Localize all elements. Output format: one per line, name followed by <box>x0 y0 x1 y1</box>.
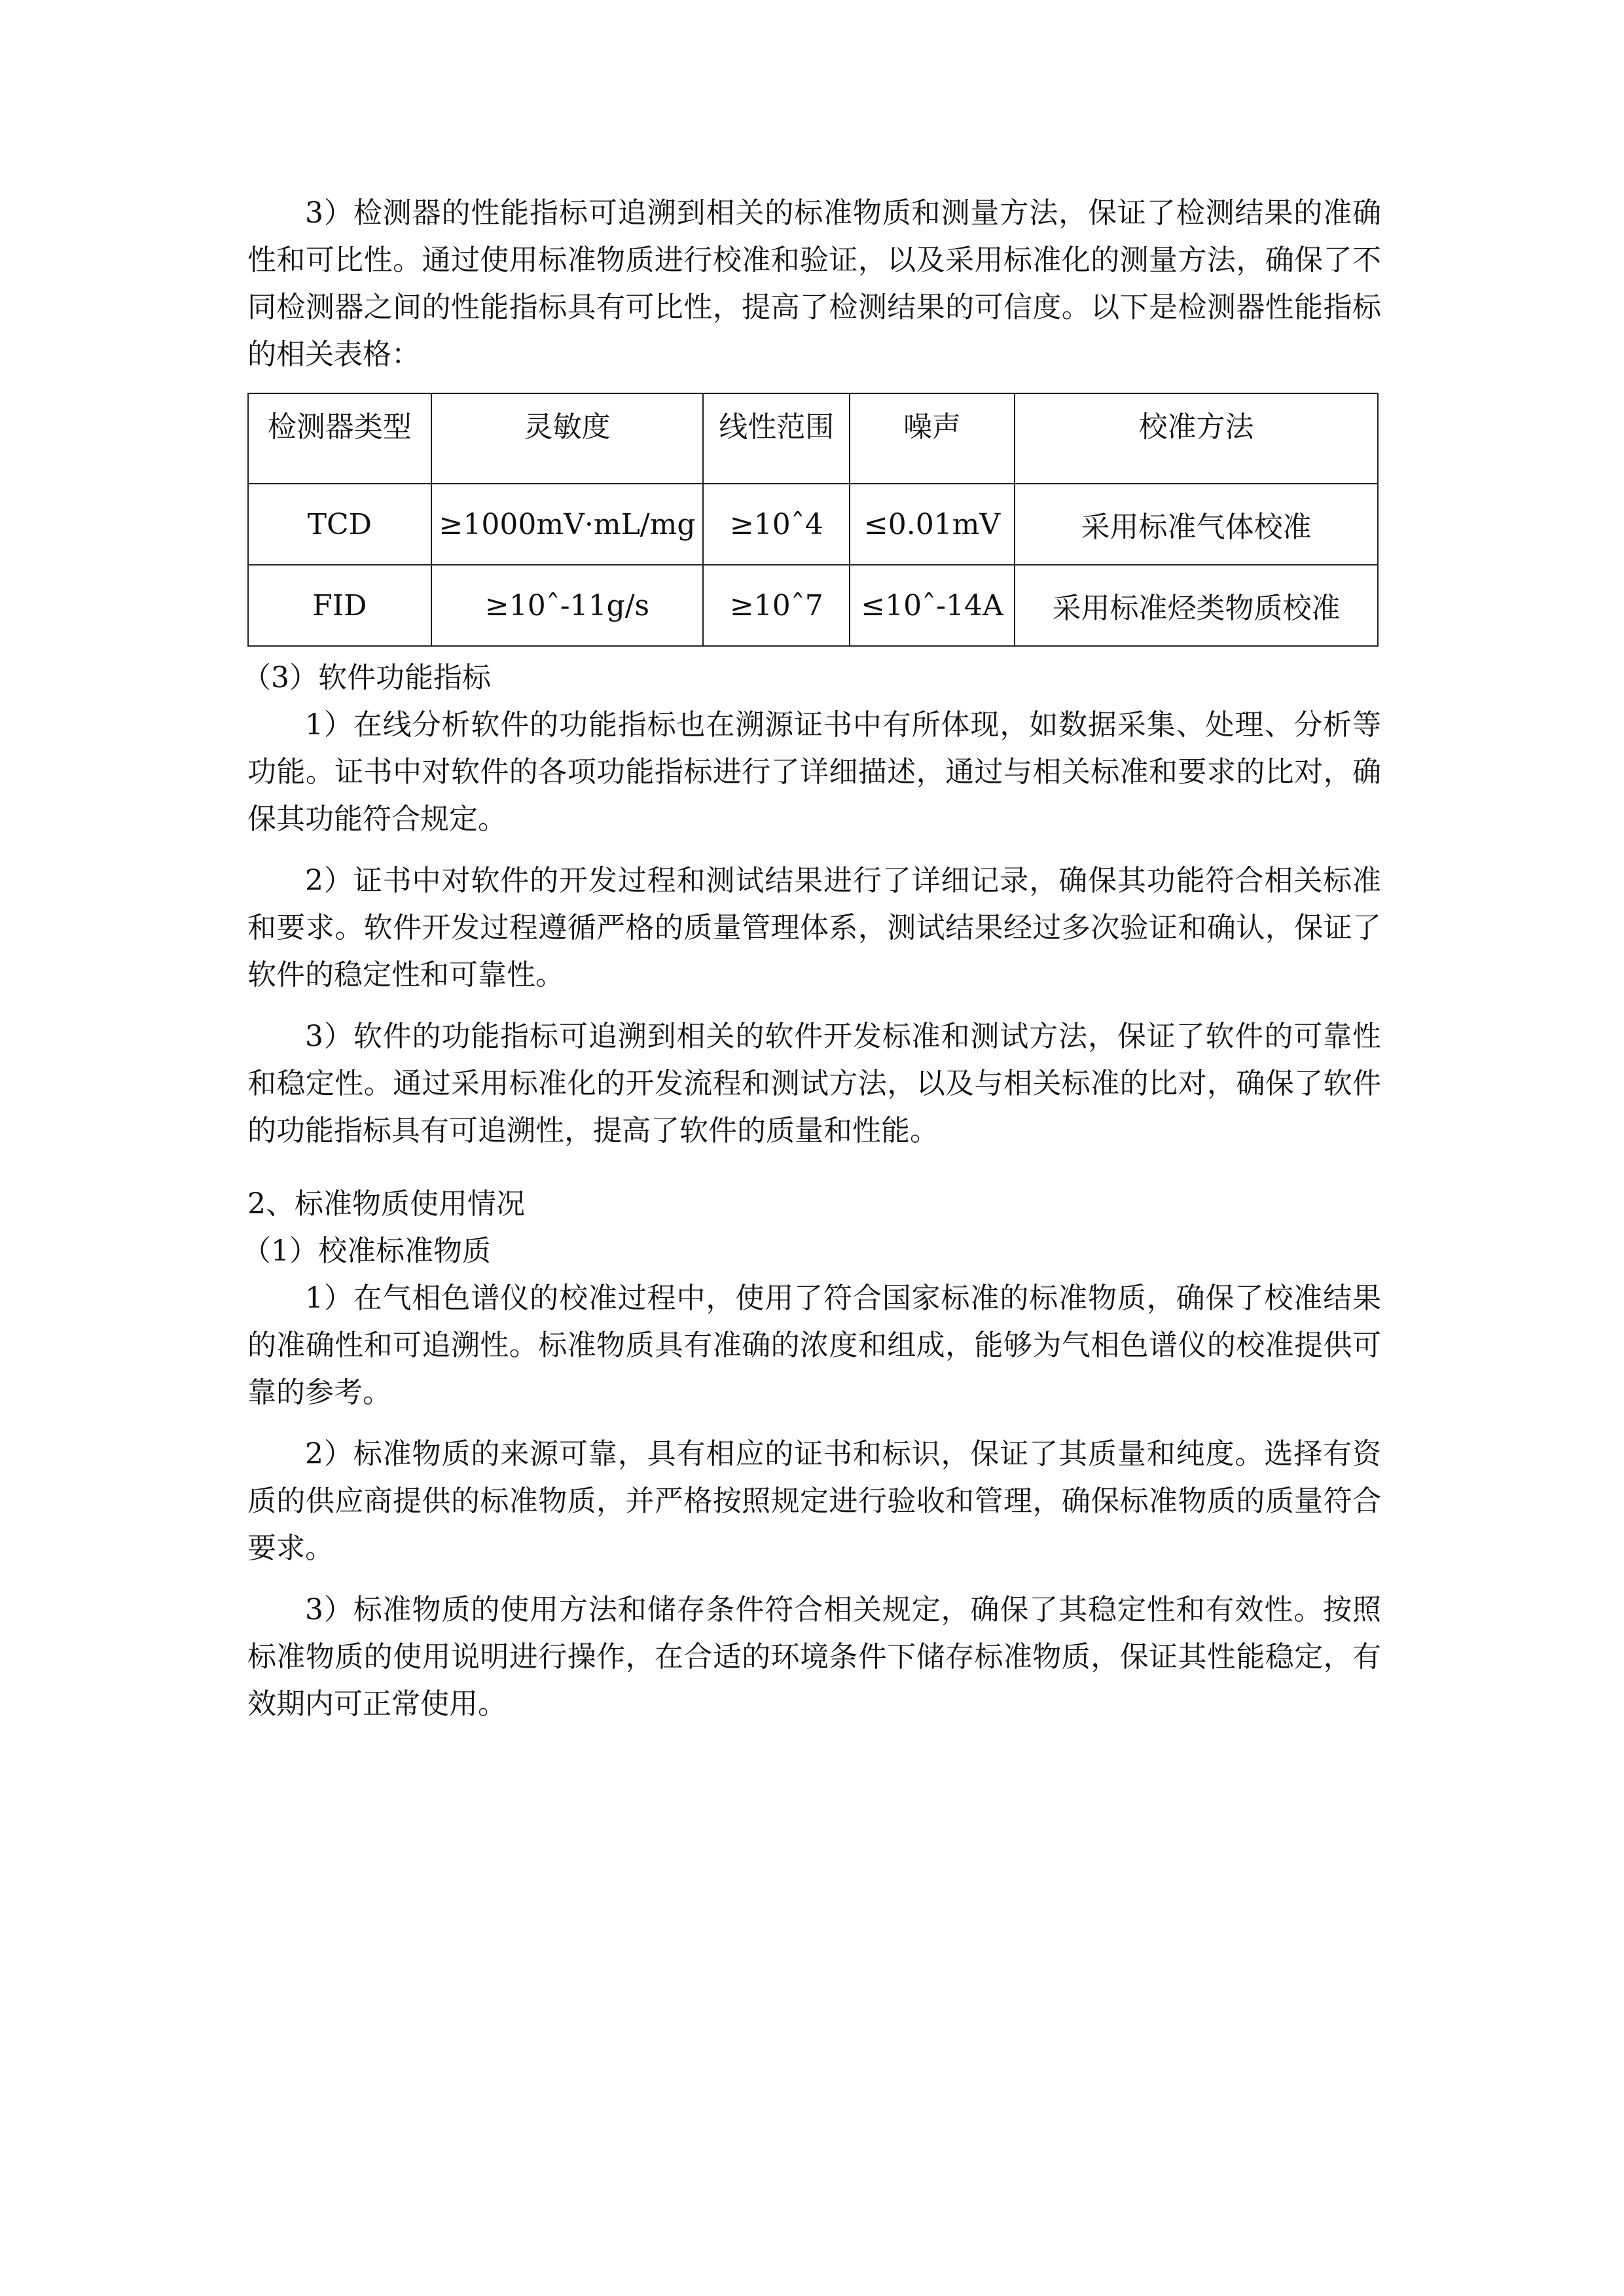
table-cell: ≥1000mV·mL/mg <box>431 484 704 565</box>
document-page <box>242 190 1381 1742</box>
table-cell: ≥10ˆ4 <box>703 484 850 565</box>
table-cell: 采用标准气体校准 <box>1015 484 1378 565</box>
table-header-row <box>248 393 1378 484</box>
table-cell: ≤10ˆ-14A <box>850 565 1015 646</box>
standards-paragraph-3: 3）标准物质的使用方法和储存条件符合相关规定，确保了其稳定性和有效性。按照标准物质的使用说明进行操作，在合适的环境条件下储存标准物质，保证其性能稳定，有效期内可正常使用。 <box>247 1593 1381 1721</box>
table-row <box>248 484 1378 565</box>
table-cell: ≤0.01mV <box>850 484 1015 565</box>
standards-paragraph-1: 1）在气相色谱仪的校准过程中，使用了符合国家标准的标准物质，确保了校准结果的准确性和可追溯性。标准物质具有准确的浓度和组成，能够为气相色谱仪的校准提供可靠的参考。 <box>247 1282 1381 1409</box>
table-header-cell: 线性范围 <box>703 393 850 484</box>
table-cell: 采用标准烃类物质校准 <box>1015 565 1378 646</box>
table-header-cell: 检测器类型 <box>248 393 431 484</box>
table-cell: TCD <box>248 484 431 565</box>
software-paragraph-1: 1）在线分析软件的功能指标也在溯源证书中有所体现，如数据采集、处理、分析等功能。证书中对软件的各项功能指标进行了详细描述，通过与相关标准和要求的比对，确保其功能符合规定。 <box>247 708 1381 836</box>
standards-heading: 2、标准物质使用情况 <box>247 1187 525 1221</box>
table-header-cell: 噪声 <box>850 393 1015 484</box>
detector-performance-table <box>247 393 1379 647</box>
software-heading: （3）软件功能指标 <box>242 661 491 694</box>
table-row <box>248 565 1378 646</box>
standards-subheading: （1）校准标准物质 <box>242 1234 491 1268</box>
software-paragraph-2: 2）证书中对软件的开发过程和测试结果进行了详细记录，确保其功能符合相关标准和要求。软件开发过程遵循严格的质量管理体系，测试结果经过多次验证和确认，保证了软件的稳定性和可靠性。 <box>247 864 1381 992</box>
table-header-cell: 校准方法 <box>1015 393 1378 484</box>
intro-paragraph: 3）检测器的性能指标可追溯到相关的标准物质和测量方法，保证了检测结果的准确性和可比性。通过使用标准物质进行校准和验证，以及采用标准化的测量方法，确保了不同检测器之间的性能指标具有可比性，提高了检测结果的可信度。以下是检测器性能指标的相关表格： <box>247 196 1381 371</box>
software-paragraph-3: 3）软件的功能指标可追溯到相关的软件开发标准和测试方法，保证了软件的可靠性和稳定性。通过采用标准化的开发流程和测试方法，以及与相关标准的比对，确保了软件的功能指标具有可追溯性，提高了软件的质量和性能。 <box>247 1020 1381 1147</box>
standards-paragraph-2: 2）标准物质的来源可靠，具有相应的证书和标识，保证了其质量和纯度。选择有资质的供应商提供的标准物质，并严格按照规定进行验收和管理，确保标准物质的质量符合要求。 <box>247 1437 1381 1565</box>
table-cell: FID <box>248 565 431 646</box>
table-cell: ≥10ˆ7 <box>703 565 850 646</box>
table-header-cell: 灵敏度 <box>431 393 704 484</box>
table-cell: ≥10ˆ-11g/s <box>431 565 704 646</box>
